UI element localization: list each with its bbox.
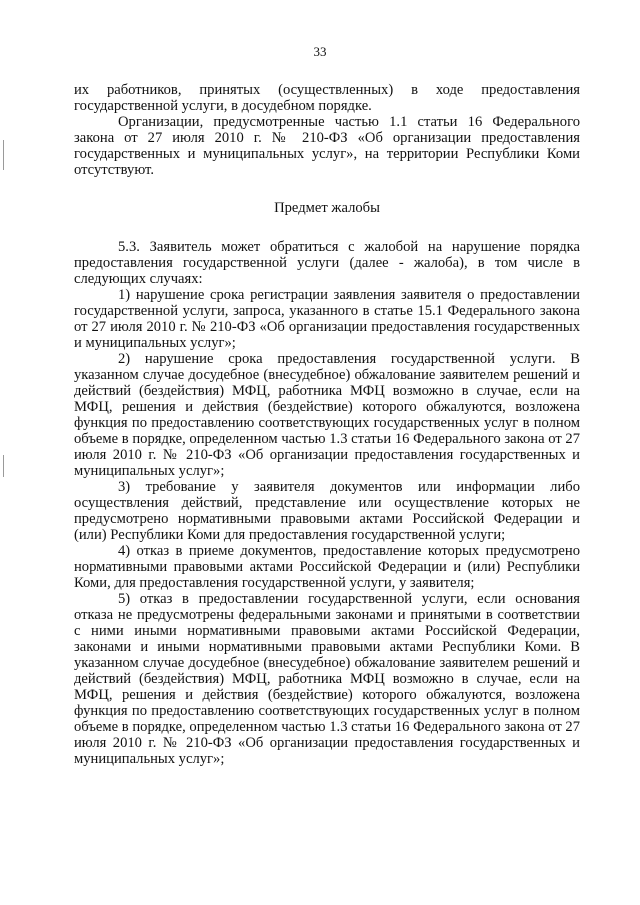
page-number: 33 — [313, 44, 327, 59]
document-body — [74, 82, 580, 767]
paragraph: 5.3. Заявитель может обратиться с жалобой на нарушение порядка предоставления государственной услуги (далее - жалоба), в том числе в следующих случаях: — [74, 239, 580, 287]
list-item: 5) отказ в предоставлении государственной услуги, если основания отказа не предусмотрены федеральными законами и принятыми в соответствии с ними иными нормативными правовыми актами Российской Федерации, законами и иными нормативными правовыми актами Республики Коми. В указанном случае досудебное (внесудебное) обжалование заявителем решений и действий (бездействия) МФЦ, работника МФЦ возможно в случае, если на МФЦ, решения и действия (бездействие) которого обжалуются, возложена функция по предоставлению соответствующих государственных услуг в полном объеме в порядке, определенном частью 1.3 статьи 16 Федерального закона от 27 июля 2010 г. № 210-ФЗ «Об организации предоставления государственных и муниципальных услуг»; — [74, 591, 580, 767]
section-heading: Предмет жалобы — [274, 200, 380, 216]
list-item: 4) отказ в приеме документов, предоставление которых предусмотрено нормативными правовыми актами Российской Федерации и (или) Республики Коми, для предоставления государственной услуги, у заявителя; — [74, 543, 580, 591]
list-item: 3) требование у заявителя документов или информации либо осуществления действий, представление или осуществление которых не предусмотрено нормативными правовыми актами Российской Федерации и (или) Республики Коми для предоставления государственной услуги; — [74, 479, 580, 543]
scan-margin-mark — [3, 455, 4, 477]
paragraph: Организации, предусмотренные частью 1.1 статьи 16 Федерального закона от 27 июля 2010 г. № 210-ФЗ «Об организации предоставления государственных и муниципальных услуг», на территории Республики Коми отсутствуют. — [74, 114, 580, 178]
scan-margin-mark — [3, 140, 4, 170]
list-item: 1) нарушение срока регистрации заявления заявителя о предоставлении государственной услуги, запроса, указанного в статье 15.1 Федерального закона от 27 июля 2010 г. № 210-ФЗ «Об организации предоставления государственных и муниципальных услуг»; — [74, 287, 580, 351]
paragraph: их работников, принятых (осуществленных) в ходе предоставления государственной услуги, в досудебном порядке. — [74, 82, 580, 114]
list-item: 2) нарушение срока предоставления государственной услуги. В указанном случае досудебное (внесудебное) обжалование заявителем решений и действий (бездействия) МФЦ, работника МФЦ возможно в случае, если на МФЦ, решения и действия (бездействие) которого обжалуются, возложена функция по предоставлению соответствующих государственных услуг в полном объеме в порядке, определенном частью 1.3 статьи 16 Федерального закона от 27 июля 2010 г. № 210-ФЗ «Об организации предоставления государственных и муниципальных услуг»; — [74, 351, 580, 479]
